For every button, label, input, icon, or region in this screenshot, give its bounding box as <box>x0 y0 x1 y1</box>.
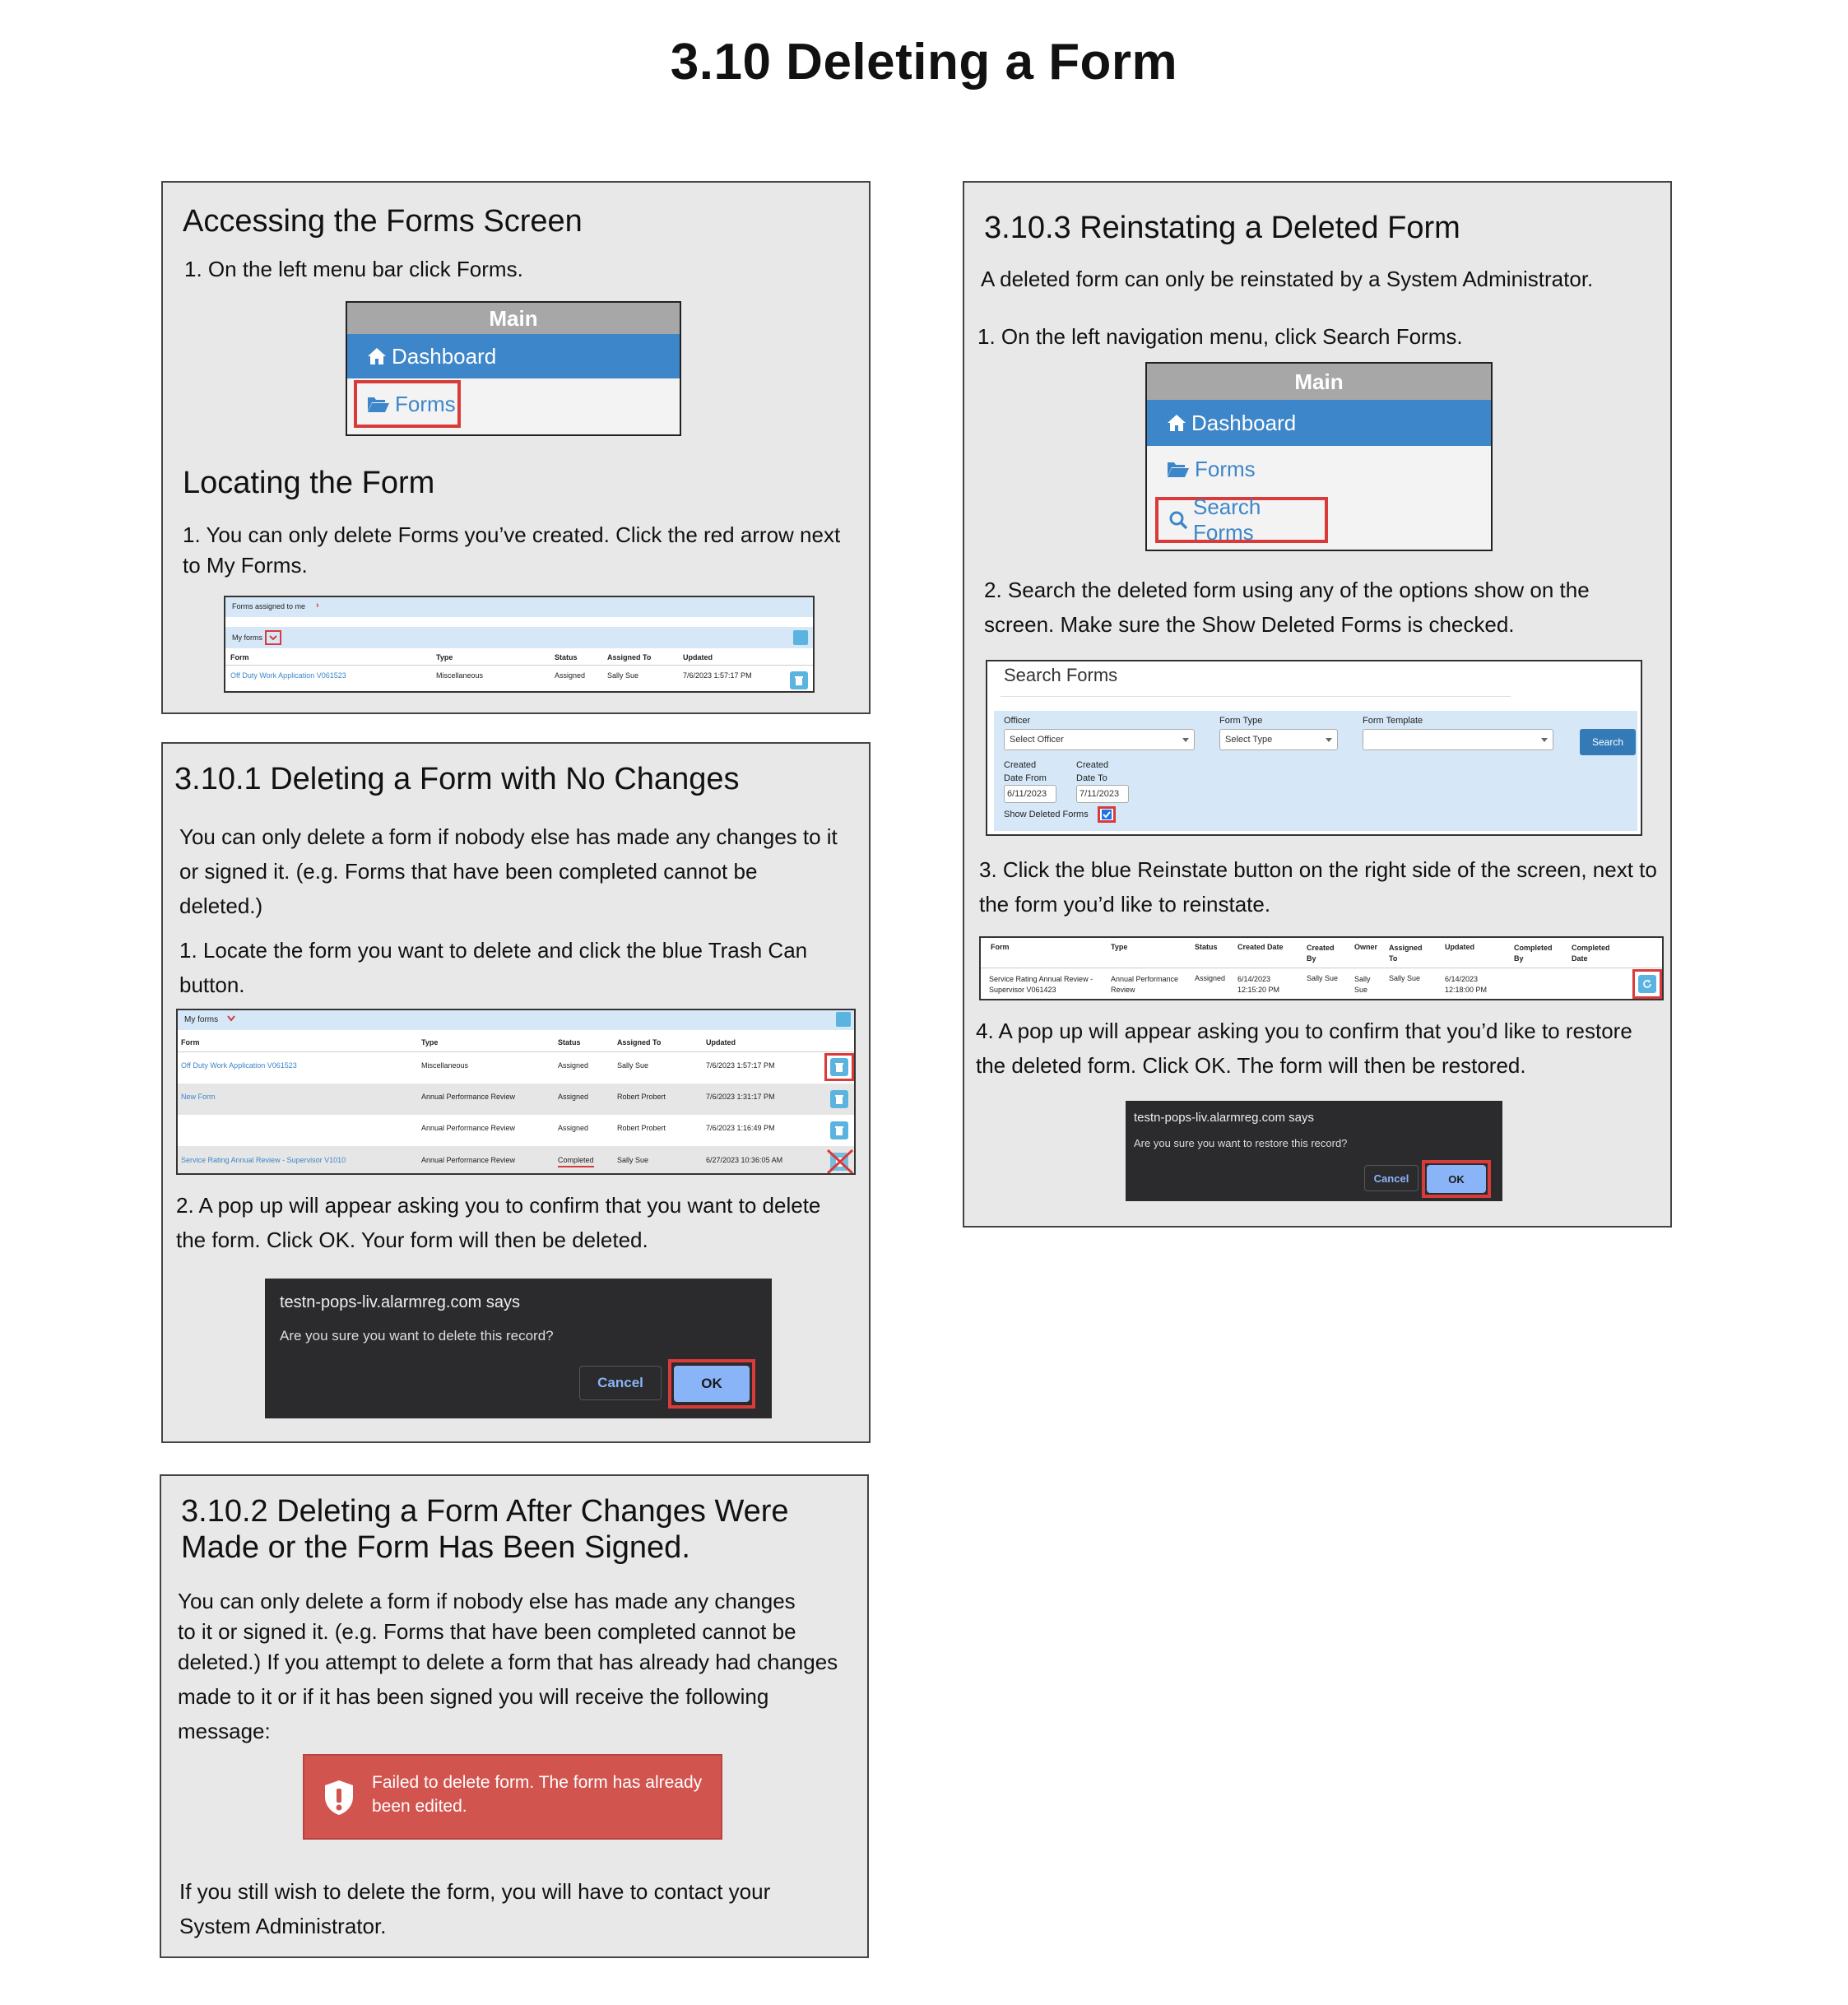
form-link[interactable]: Off Duty Work Application V061523 <box>181 1061 297 1070</box>
cell-assigned: Sally Sue <box>617 1156 649 1164</box>
col-header-assigned-to: Assigned To <box>1389 944 1423 963</box>
paragraph-line: You can only delete a form if nobody else has made any changes <box>178 1589 796 1613</box>
sidebar-menu <box>1145 362 1493 551</box>
col-header-created-by: Created By <box>1307 944 1335 963</box>
sidebar-menu <box>346 301 681 436</box>
paragraph-line: made to it or if it has been signed you will receive the following <box>178 1684 769 1709</box>
cell-updated: 6/27/2023 10:36:05 AM <box>706 1156 783 1164</box>
cell-created-by: Sally Sue <box>1307 974 1339 982</box>
menu-item-dashboard[interactable] <box>1147 400 1491 446</box>
section-heading: 3.10.3 Reinstating a Deleted Form <box>984 211 1460 245</box>
menu-header: Main <box>347 303 680 334</box>
section-heading: Locating the Form <box>183 466 435 500</box>
cell-updated: 7/6/2023 1:31:17 PM <box>706 1093 775 1101</box>
chevron-down-icon <box>269 635 277 640</box>
caret-down-icon <box>1182 738 1189 742</box>
created-to-label: Created Date To <box>1076 760 1109 783</box>
my-forms-header-bar <box>178 1010 856 1030</box>
menu-item-forms[interactable] <box>354 380 461 428</box>
trash-button[interactable] <box>830 1121 848 1139</box>
col-header-owner: Owner <box>1354 943 1378 951</box>
menu-label-forms: Forms <box>395 391 456 416</box>
show-deleted-checkbox[interactable] <box>1098 806 1116 823</box>
trash-icon <box>835 1125 843 1135</box>
reinstate-button[interactable] <box>1638 975 1656 993</box>
cancel-button[interactable]: Cancel <box>1364 1165 1419 1191</box>
officer-select-value: Select Officer <box>1010 735 1064 745</box>
created-from-input[interactable]: 6/11/2023 <box>1004 785 1056 803</box>
form-type-select-value: Select Type <box>1225 735 1273 745</box>
forms-assigned-label: Forms assigned to me <box>232 602 306 610</box>
cell-updated: 7/6/2023 1:16:49 PM <box>706 1124 775 1132</box>
col-header-created-date: Created Date <box>1237 943 1284 951</box>
col-header-form: Form <box>181 1038 200 1047</box>
form-link[interactable]: Off Duty Work Application V061523 <box>230 671 346 680</box>
cell-assigned-to: Sally Sue <box>1389 974 1421 982</box>
step-text: 1. On the left menu bar click Forms. <box>184 257 523 281</box>
my-forms-screenshot <box>224 596 815 693</box>
section-heading-line: Made or the Form Has Been Signed. <box>181 1530 690 1565</box>
deleted-forms-table-screenshot <box>979 936 1664 1000</box>
folder-open-icon <box>1167 460 1190 478</box>
search-forms-screenshot <box>986 660 1642 836</box>
forms-table-screenshot <box>176 1009 856 1175</box>
confirm-delete-dialog <box>265 1279 772 1418</box>
col-header-updated: Updated <box>1445 943 1474 951</box>
divider <box>1001 696 1511 697</box>
section-paragraph: You can only delete a form if nobody else has made any changes to it or signed it. (e.g. Forms that have been completed cannot be deleted.) <box>179 824 838 918</box>
panel-accessing-forms <box>161 181 871 714</box>
cell-type: Annual Performance Review <box>1111 975 1179 994</box>
caret-down-icon <box>1326 738 1332 742</box>
cell-type: Annual Performance Review <box>421 1093 516 1101</box>
cancel-button[interactable]: Cancel <box>579 1366 662 1400</box>
home-icon <box>367 347 387 365</box>
panel-delete-after-changes <box>160 1474 869 1958</box>
created-from-label: Created Date From <box>1004 760 1047 783</box>
step-text: 3. Click the blue Reinstate button on the right side of the screen, next to the form you’d like to reinstate. <box>979 857 1657 917</box>
dialog-site: testn-pops-liv.alarmreg.com says <box>280 1293 520 1311</box>
step-text: 1. Locate the form you want to delete and click the blue Trash Can button. <box>179 938 808 997</box>
paragraph-line: to it or signed it. (e.g. Forms that have been completed cannot be <box>178 1619 796 1644</box>
paragraph-line: deleted.) If you attempt to delete a form that has already had changes <box>178 1650 838 1674</box>
cell-status-completed: Completed <box>558 1156 594 1167</box>
cell-owner: Sally Sue <box>1354 975 1371 994</box>
assigned-header-bar <box>225 597 815 617</box>
dialog-site: testn-pops-liv.alarmreg.com says <box>1134 1111 1314 1125</box>
error-message: Failed to delete form. The form has already been edited. <box>372 1773 703 1816</box>
dialog-message: Are you sure you want to delete this record? <box>280 1328 554 1344</box>
cell-updated: 7/6/2023 1:57:17 PM <box>706 1061 775 1070</box>
section-heading: Accessing the Forms Screen <box>183 204 583 239</box>
col-header-assigned: Assigned To <box>617 1038 662 1047</box>
cell-type: Annual Performance Review <box>421 1124 516 1132</box>
form-template-label: Form Template <box>1363 716 1423 726</box>
home-icon <box>1167 414 1186 432</box>
cell-updated: 7/6/2023 1:57:17 PM <box>683 671 752 680</box>
ok-button[interactable]: OK <box>1427 1165 1486 1193</box>
form-type-label: Form Type <box>1219 716 1263 726</box>
search-forms-title: Search Forms <box>1004 665 1118 685</box>
ok-button[interactable]: OK <box>674 1366 750 1402</box>
form-link[interactable]: Service Rating Annual Review - Supervisor V1010 <box>181 1156 346 1164</box>
external-link-button[interactable] <box>793 630 808 645</box>
col-header-assigned: Assigned To <box>607 653 652 661</box>
col-header-updated: Updated <box>706 1038 736 1047</box>
error-alert <box>303 1754 722 1840</box>
section-heading: 3.10.1 Deleting a Form with No Changes <box>174 762 740 796</box>
col-header-completed-date: Completed Date <box>1572 944 1610 963</box>
col-header-completed-by: Completed By <box>1514 944 1553 963</box>
search-button[interactable]: Search <box>1580 729 1636 755</box>
trash-icon <box>835 1062 843 1072</box>
cell-type: Miscellaneous <box>436 671 484 680</box>
col-header-status: Status <box>555 653 578 661</box>
paragraph-line: message: <box>178 1719 271 1743</box>
cell-form: Service Rating Annual Review - Supervisor V061423 <box>989 975 1093 994</box>
form-template-select[interactable] <box>1363 729 1553 750</box>
panel-reinstate-form <box>963 181 1672 1228</box>
menu-label-dashboard: Dashboard <box>1191 410 1297 435</box>
created-to-input[interactable]: 7/11/2023 <box>1076 785 1129 803</box>
cell-assigned: Robert Probert <box>617 1124 666 1132</box>
expand-arrow-button[interactable] <box>265 630 281 645</box>
chevron-down-icon <box>227 1015 235 1022</box>
cell-created-date: 6/14/2023 12:15:20 PM <box>1237 975 1280 994</box>
trash-button[interactable] <box>790 671 808 689</box>
form-type-select[interactable] <box>1219 729 1338 750</box>
cell-type: Annual Performance Review <box>421 1156 516 1164</box>
search-icon <box>1168 510 1188 530</box>
col-header-type: Type <box>436 653 453 661</box>
check-icon <box>1102 810 1112 819</box>
cell-status: Assigned <box>558 1124 589 1132</box>
step-text: 4. A pop up will appear asking you to confirm that you’d like to restore the deleted form. Click OK. The form will then be restored. <box>976 1019 1632 1078</box>
step-text: 1. On the left navigation menu, click Search Forms. <box>977 324 1463 349</box>
intro-text: A deleted form can only be reinstated by a System Administrator. <box>981 267 1594 291</box>
step-text: 1. You can only delete Forms you’ve created. Click the red arrow next to My Forms. <box>183 522 841 578</box>
cell-updated: 6/14/2023 12:18:00 PM <box>1445 975 1488 994</box>
col-header-updated: Updated <box>683 653 713 661</box>
menu-header: Main <box>1147 364 1491 400</box>
col-header-status: Status <box>1195 943 1218 951</box>
page-title: 3.10 Deleting a Form <box>670 34 1178 91</box>
cell-type: Miscellaneous <box>421 1061 469 1070</box>
folder-open-icon <box>367 395 390 413</box>
menu-item-dashboard[interactable] <box>347 334 680 378</box>
chevron-right-icon: › <box>316 601 319 610</box>
trash-button[interactable] <box>830 1058 848 1076</box>
step-text: 2. Search the deleted form using any of the options show on the screen. Make sure the Show Deleted Forms is checked. <box>984 578 1590 637</box>
menu-label-search-forms: Search Forms <box>1193 494 1261 545</box>
menu-item-forms[interactable] <box>1147 446 1491 492</box>
cell-assigned: Sally Sue <box>607 671 639 680</box>
panel-delete-no-changes <box>161 742 871 1443</box>
menu-item-search-forms[interactable] <box>1155 494 1328 545</box>
cell-status: Assigned <box>558 1061 589 1070</box>
cell-assigned: Robert Probert <box>617 1093 666 1101</box>
closing-paragraph: If you still wish to delete the form, you will have to contact your System Administrator. <box>179 1879 771 1938</box>
my-forms-header-bar <box>225 627 815 648</box>
external-link-button[interactable] <box>836 1012 851 1027</box>
trash-icon <box>835 1094 843 1104</box>
refresh-icon <box>1642 979 1652 989</box>
cell-status: Assigned <box>1195 974 1226 982</box>
trash-icon <box>795 675 803 685</box>
officer-label: Officer <box>1004 716 1031 726</box>
dialog-message: Are you sure you want to restore this record? <box>1134 1137 1348 1149</box>
col-header-form: Form <box>991 943 1010 951</box>
my-forms-label: My forms <box>232 634 262 642</box>
caret-down-icon <box>1541 738 1548 742</box>
cell-status: Assigned <box>558 1093 589 1101</box>
my-forms-label: My forms <box>184 1015 219 1024</box>
divider <box>225 665 815 666</box>
menu-label-dashboard: Dashboard <box>392 343 497 369</box>
cell-assigned: Sally Sue <box>617 1061 649 1070</box>
trash-button[interactable] <box>830 1090 848 1108</box>
menu-label-forms: Forms <box>1195 456 1256 481</box>
cell-status: Assigned <box>555 671 586 680</box>
officer-select[interactable] <box>1004 729 1195 750</box>
show-deleted-label: Show Deleted Forms <box>1004 810 1089 819</box>
col-header-type: Type <box>421 1038 439 1047</box>
step-text: 2. A pop up will appear asking you to confirm that you want to delete the form. Click OK. Your form will then be deleted. <box>176 1193 821 1252</box>
shield-alert-icon <box>323 1779 355 1817</box>
cross-icon <box>826 1149 854 1175</box>
confirm-restore-dialog <box>1126 1101 1502 1201</box>
form-link[interactable]: New Form <box>181 1093 216 1101</box>
section-heading-line: 3.10.2 Deleting a Form After Changes Were <box>181 1494 789 1529</box>
col-header-type: Type <box>1111 943 1128 951</box>
col-header-status: Status <box>558 1038 581 1047</box>
col-header-form: Form <box>230 653 249 661</box>
